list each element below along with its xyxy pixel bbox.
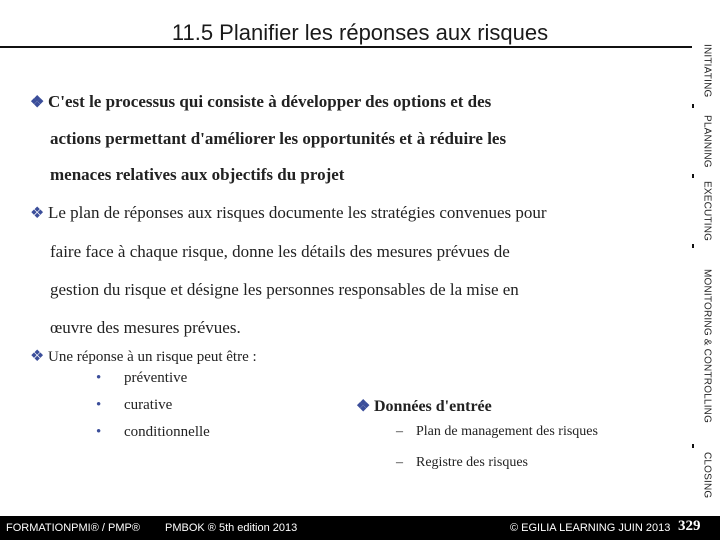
page-number: 329	[678, 518, 701, 534]
footer-edition: PMBOK ® 5th edition 2013	[165, 522, 298, 534]
diamond-bullet-icon: ❖	[356, 398, 371, 415]
phase-divider	[692, 444, 694, 448]
phase-closing: CLOSING	[701, 451, 713, 499]
response-types-intro: ❖ Une réponse à un risque peut être :	[30, 344, 670, 370]
phase-executing: EXECUTING	[701, 180, 713, 242]
input-item: – Plan de management des risques	[396, 424, 598, 439]
footer-course: FORMATIONPMI® / PMP®	[6, 522, 140, 534]
footer-copyright: © EGILIA LEARNING JUIN 2013	[510, 522, 671, 534]
process-definition: ❖ C'est le processus qui consiste à développer des options et des actions permettant d'améliorer les opportunités et à réduire les menaces relatives aux objectifs du projet	[30, 84, 670, 193]
footer-bar	[0, 516, 720, 540]
diamond-bullet-icon: ❖	[30, 205, 45, 222]
response-plan-description: ❖ Le plan de réponses aux risques documente les stratégies convenues pour faire face à chaque risque, donne les détails des mesures prévues de gestion du risque et désigne les personnes responsables de la mise en œuvre des mesures prévues.	[30, 194, 670, 347]
slide-title: 11.5 Planifier les réponses aux risques	[171, 20, 549, 45]
response-type-item: • conditionnelle	[96, 424, 210, 440]
diamond-bullet-icon: ❖	[30, 94, 45, 111]
phase-divider	[692, 174, 694, 178]
phase-divider	[692, 244, 694, 248]
diamond-bullet-icon: ❖	[30, 348, 45, 365]
phase-divider	[692, 104, 694, 108]
inputs-heading: ❖ Données d'entrée	[356, 398, 492, 415]
response-type-item: • préventive	[96, 370, 188, 386]
phase-initiating: INITIATING	[701, 44, 713, 98]
response-type-item: • curative	[96, 397, 173, 413]
input-item: – Registre des risques	[396, 455, 528, 470]
title-divider	[0, 46, 692, 48]
phase-monitoring-controlling: MONITORING & CONTROLLING	[701, 268, 713, 424]
phase-planning: PLANNING	[701, 114, 713, 168]
